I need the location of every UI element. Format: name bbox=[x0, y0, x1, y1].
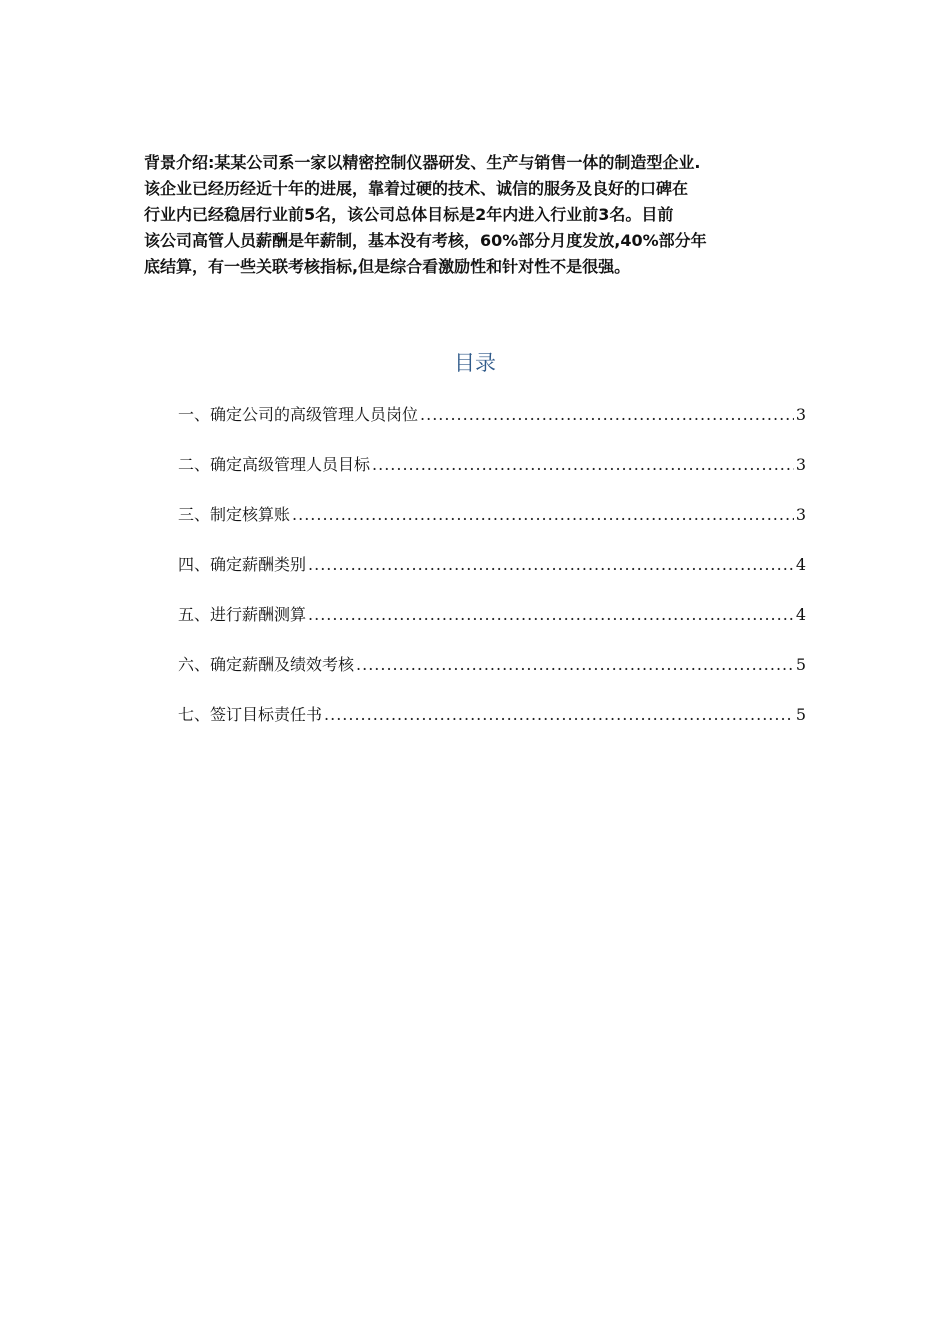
toc-title: 目录 bbox=[454, 351, 496, 375]
toc-entry-page: 3 bbox=[795, 505, 806, 524]
toc-entry-label: 四、确定薪酬类别 bbox=[178, 555, 307, 574]
background-line: 背景介绍:某某公司系一家以精密控制仪器研发、生产与销售一体的制造型企业. bbox=[144, 153, 701, 172]
table-of-contents bbox=[178, 402, 806, 752]
toc-entry-page: 4 bbox=[795, 555, 806, 574]
toc-entry[interactable] bbox=[178, 452, 806, 502]
toc-entry-page: 3 bbox=[795, 455, 806, 474]
toc-entry[interactable] bbox=[178, 602, 806, 652]
toc-leader-dots bbox=[308, 552, 794, 578]
toc-leader-dots bbox=[324, 702, 794, 728]
toc-entry-label: 三、制定核算账 bbox=[178, 505, 291, 524]
toc-entry[interactable] bbox=[178, 552, 806, 602]
background-line: 该公司高管人员薪酬是年薪制，基本没有考核，60%部分月度发放,40%部分年 bbox=[144, 231, 707, 250]
toc-entry[interactable] bbox=[178, 702, 806, 752]
toc-entry[interactable] bbox=[178, 402, 806, 452]
background-line: 行业内已经稳居行业前5名，该公司总体目标是2年内进入行业前3名。目前 bbox=[144, 205, 674, 224]
toc-leader-dots bbox=[356, 652, 794, 678]
background-line: 底结算，有一些关联考核指标,但是综合看激励性和针对性不是很强。 bbox=[144, 257, 631, 276]
toc-entry-page: 4 bbox=[795, 605, 806, 624]
toc-leader-dots bbox=[292, 502, 794, 528]
toc-entry-page: 5 bbox=[795, 655, 806, 674]
toc-entry[interactable] bbox=[178, 502, 806, 552]
toc-entry-label: 一、确定公司的高级管理人员岗位 bbox=[178, 405, 419, 424]
toc-entry-label: 五、进行薪酬测算 bbox=[178, 605, 307, 624]
toc-leader-dots bbox=[308, 602, 794, 628]
toc-entry[interactable] bbox=[178, 652, 806, 702]
toc-entry-page: 3 bbox=[795, 405, 806, 424]
toc-leader-dots bbox=[372, 452, 794, 478]
background-paragraph bbox=[144, 150, 816, 280]
toc-entry-page: 5 bbox=[795, 705, 806, 724]
toc-entry-label: 二、确定高级管理人员目标 bbox=[178, 455, 371, 474]
toc-leader-dots bbox=[420, 402, 794, 428]
toc-entry-label: 六、确定薪酬及绩效考核 bbox=[178, 655, 355, 674]
background-line: 该企业已经历经近十年的进展，靠着过硬的技术、诚信的服务及良好的口碑在 bbox=[144, 179, 689, 198]
toc-entry-label: 七、签订目标责任书 bbox=[178, 705, 323, 724]
